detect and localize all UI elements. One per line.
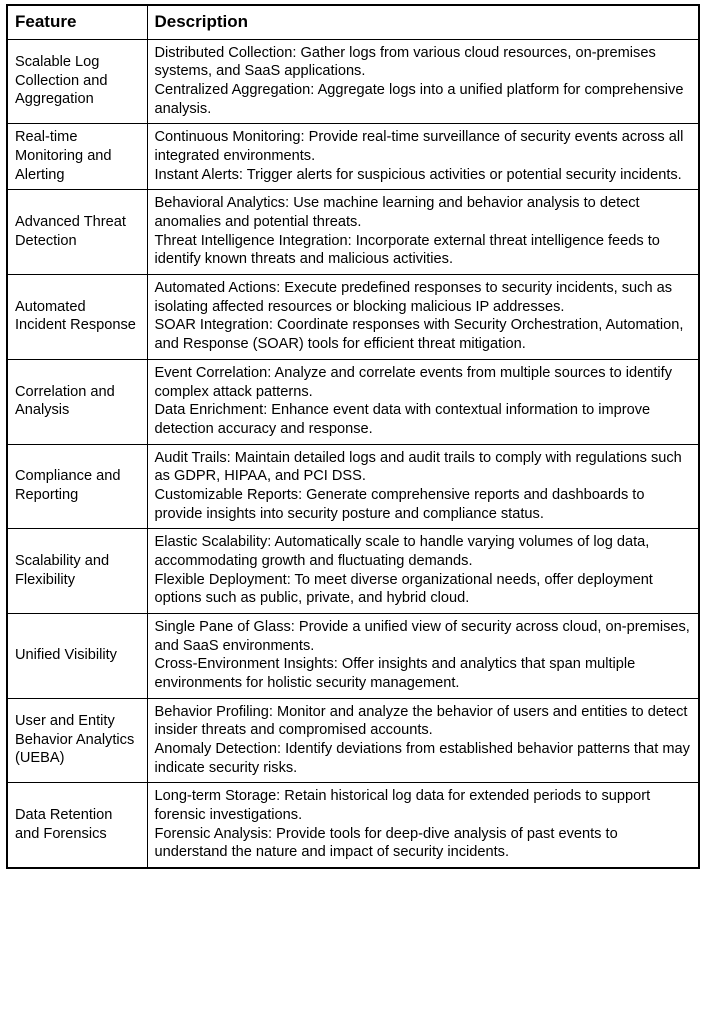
column-header-description: Description xyxy=(147,5,699,39)
table-row xyxy=(7,783,699,868)
table-row xyxy=(7,698,699,783)
description-paragraph: Threat Intelligence Integration: Incorporate external threat intelligence feeds to identify known threats and malicious activities. xyxy=(154,232,660,268)
description-paragraph: Automated Actions: Execute predefined responses to security incidents, such as isolating affected resources or blocking malicious IP addresses. xyxy=(154,280,673,315)
table-row xyxy=(7,275,699,360)
feature-description xyxy=(147,190,699,275)
feature-description xyxy=(147,39,699,124)
description-paragraph: Audit Trails: Maintain detailed logs and audit trails to comply with regulations such as GDPR, HIPAA, and PCI DSS. xyxy=(154,449,682,485)
feature-name: Advanced Threat Detection xyxy=(7,190,147,275)
table-row xyxy=(7,39,699,124)
feature-description-table xyxy=(6,4,700,869)
description-paragraph: Continuous Monitoring: Provide real-time surveillance of security events across all integrated environments. xyxy=(154,129,684,165)
feature-description xyxy=(147,359,699,444)
description-paragraph: Event Correlation: Analyze and correlate events from multiple sources to identify complex attack patterns. xyxy=(154,364,673,400)
table-body xyxy=(7,39,699,868)
description-paragraph: Forensic Analysis: Provide tools for deep-dive analysis of past events to understand the nature and impact of security incidents. xyxy=(154,825,618,861)
table-row xyxy=(7,529,699,614)
feature-name: User and Entity Behavior Analytics (UEBA) xyxy=(7,698,147,783)
table-row xyxy=(7,613,699,698)
description-paragraph: Centralized Aggregation: Aggregate logs into a unified platform for comprehensive analysis. xyxy=(154,82,684,117)
description-paragraph: Behavior Profiling: Monitor and analyze the behavior of users and entities to detect insider threats and compromised accounts. xyxy=(154,703,688,739)
feature-name: Correlation and Analysis xyxy=(7,359,147,444)
description-paragraph: Cross-Environment Insights: Offer insights and analytics that span multiple environments for holistic security management. xyxy=(154,656,636,691)
feature-description xyxy=(147,698,699,783)
table-row xyxy=(7,359,699,444)
description-paragraph: Customizable Reports: Generate comprehensive reports and dashboards to provide insights into security posture and compliance status. xyxy=(154,486,645,522)
feature-description xyxy=(147,275,699,360)
description-paragraph: Anomaly Detection: Identify deviations from established behavior patterns that may indicate security risks. xyxy=(154,740,690,776)
description-paragraph: Distributed Collection: Gather logs from various cloud resources, on-premises systems, and SaaS applications. xyxy=(154,44,656,80)
description-paragraph: Flexible Deployment: To meet diverse organizational needs, offer deployment options such as public, private, and hybrid cloud. xyxy=(154,571,653,607)
table-row xyxy=(7,190,699,275)
feature-description xyxy=(147,124,699,190)
description-paragraph: SOAR Integration: Coordinate responses with Security Orchestration, Automation, and Response (SOAR) tools for efficient threat mitigation. xyxy=(154,317,684,353)
table-row xyxy=(7,124,699,190)
description-paragraph: Elastic Scalability: Automatically scale to handle varying volumes of log data, accommodating growth and fluctuating demands. xyxy=(154,534,650,569)
table-row xyxy=(7,444,699,529)
feature-name: Data Retention and Forensics xyxy=(7,783,147,868)
feature-description xyxy=(147,783,699,868)
description-paragraph: Instant Alerts: Trigger alerts for suspicious activities or potential security incidents. xyxy=(154,166,682,183)
feature-name: Compliance and Reporting xyxy=(7,444,147,529)
description-paragraph: Data Enrichment: Enhance event data with contextual information to improve detection accuracy and response. xyxy=(154,402,651,437)
feature-name: Automated Incident Response xyxy=(7,275,147,360)
table-header xyxy=(7,5,699,39)
feature-description xyxy=(147,529,699,614)
feature-description xyxy=(147,444,699,529)
description-paragraph: Long-term Storage: Retain historical log data for extended periods to support forensic investigations. xyxy=(154,788,651,823)
feature-name: Scalable Log Collection and Aggregation xyxy=(7,39,147,124)
feature-name: Unified Visibility xyxy=(7,613,147,698)
column-header-feature: Feature xyxy=(7,5,147,39)
table-header-row xyxy=(7,5,699,39)
description-paragraph: Single Pane of Glass: Provide a unified view of security across cloud, on-premises, and SaaS environments. xyxy=(154,618,690,654)
feature-description xyxy=(147,613,699,698)
feature-name: Real-time Monitoring and Alerting xyxy=(7,124,147,190)
description-paragraph: Behavioral Analytics: Use machine learning and behavior analysis to detect anomalies and potential threats. xyxy=(154,195,640,231)
feature-name: Scalability and Flexibility xyxy=(7,529,147,614)
